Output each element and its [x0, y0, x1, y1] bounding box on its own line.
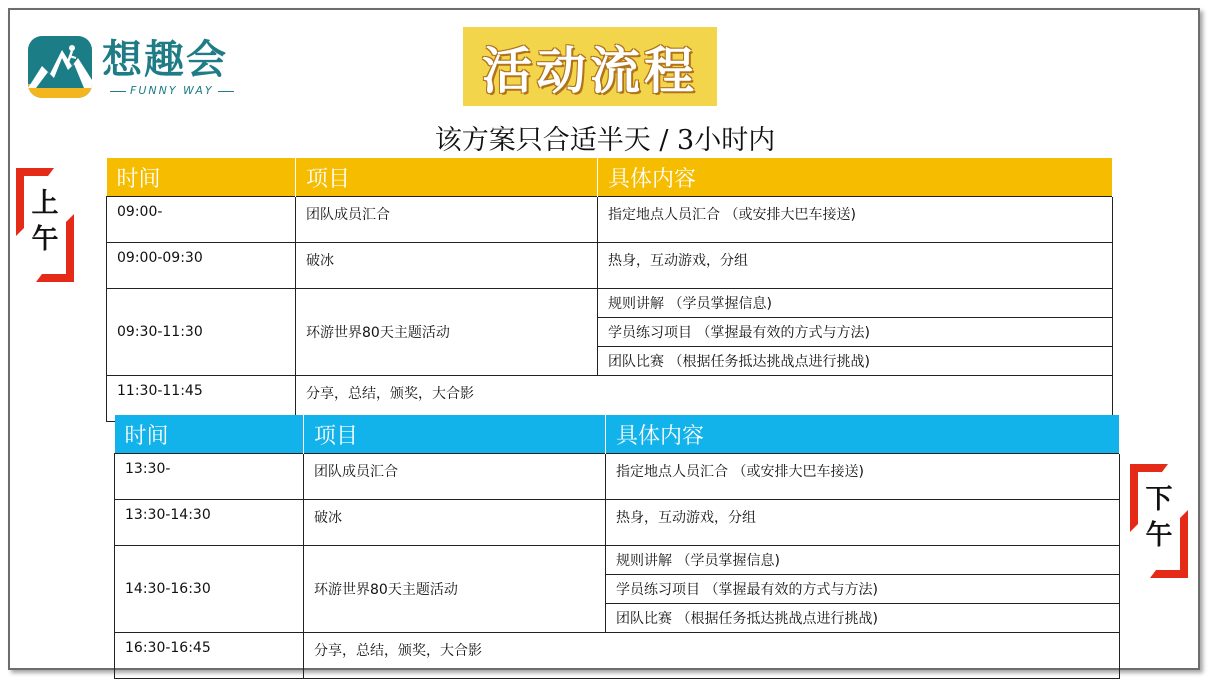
header-item: 项目 [296, 158, 598, 197]
brand-tagline: FUNNY WAY [106, 84, 238, 97]
table-header-row [115, 415, 1120, 454]
afternoon-tag-char-1: 下 [1145, 484, 1173, 515]
details-cell: 指定地点人员汇合 （或安排大巴车接送) [598, 197, 1113, 243]
header-details: 具体内容 [606, 415, 1120, 454]
item-cell: 破冰 [304, 500, 606, 546]
afternoon-tag [1128, 462, 1190, 580]
item-cell: 团队成员汇合 [304, 454, 606, 500]
details-cell: 团队比赛 （根据任务抵达挑战点进行挑战) [606, 604, 1120, 633]
header-time: 时间 [107, 158, 296, 197]
afternoon-schedule-table [114, 415, 1120, 679]
details-cell: 团队比赛 （根据任务抵达挑战点进行挑战) [598, 347, 1113, 376]
table-row [115, 454, 1120, 500]
table-header-row [107, 158, 1113, 197]
table-row [115, 500, 1120, 546]
details-cell: 学员练习项目 （掌握最有效的方式与方法) [606, 575, 1120, 604]
time-cell: 09:00-09:30 [107, 243, 296, 289]
item-cell: 分享，总结，颁奖，大合影 [304, 633, 1120, 679]
item-cell: 环游世界80天主题活动 [296, 289, 598, 376]
page-subtitle: 该方案只合适半天 / 3小时内 [434, 125, 776, 156]
time-cell: 09:00- [107, 197, 296, 243]
morning-schedule-table [106, 158, 1113, 422]
details-cell: 规则讲解 （学员掌握信息) [598, 289, 1113, 318]
header-time: 时间 [115, 415, 304, 454]
table-row [115, 633, 1120, 679]
table-row [115, 546, 1120, 575]
brand-name: 想趣会 [102, 37, 228, 83]
table-row [107, 289, 1113, 318]
item-cell: 分享，总结，颁奖，大合影 [296, 376, 1113, 422]
time-cell: 09:30-11:30 [107, 289, 296, 376]
item-cell: 破冰 [296, 243, 598, 289]
time-cell: 11:30-11:45 [107, 376, 296, 422]
item-cell: 环游世界80天主题活动 [304, 546, 606, 633]
mountain-climber-logo-icon [28, 36, 92, 98]
time-cell: 14:30-16:30 [115, 546, 304, 633]
table-row [107, 243, 1113, 289]
details-cell: 热身，互动游戏，分组 [606, 500, 1120, 546]
afternoon-tag-char-2: 午 [1145, 520, 1173, 551]
details-cell: 指定地点人员汇合 （或安排大巴车接送) [606, 454, 1120, 500]
morning-tag [14, 166, 76, 284]
table-row [107, 197, 1113, 243]
morning-tag-char-2: 午 [31, 224, 59, 255]
details-cell: 热身，互动游戏，分组 [598, 243, 1113, 289]
time-cell: 16:30-16:45 [115, 633, 304, 679]
header-item: 项目 [304, 415, 606, 454]
page-title-banner [463, 27, 717, 106]
page-title: 活动流程 [482, 41, 698, 100]
brand-logo [28, 36, 258, 100]
details-cell: 规则讲解 （学员掌握信息) [606, 546, 1120, 575]
header-details: 具体内容 [598, 158, 1113, 197]
time-cell: 13:30-14:30 [115, 500, 304, 546]
morning-tag-char-1: 上 [31, 188, 59, 219]
item-cell: 团队成员汇合 [296, 197, 598, 243]
details-cell: 学员练习项目 （掌握最有效的方式与方法) [598, 318, 1113, 347]
time-cell: 13:30- [115, 454, 304, 500]
